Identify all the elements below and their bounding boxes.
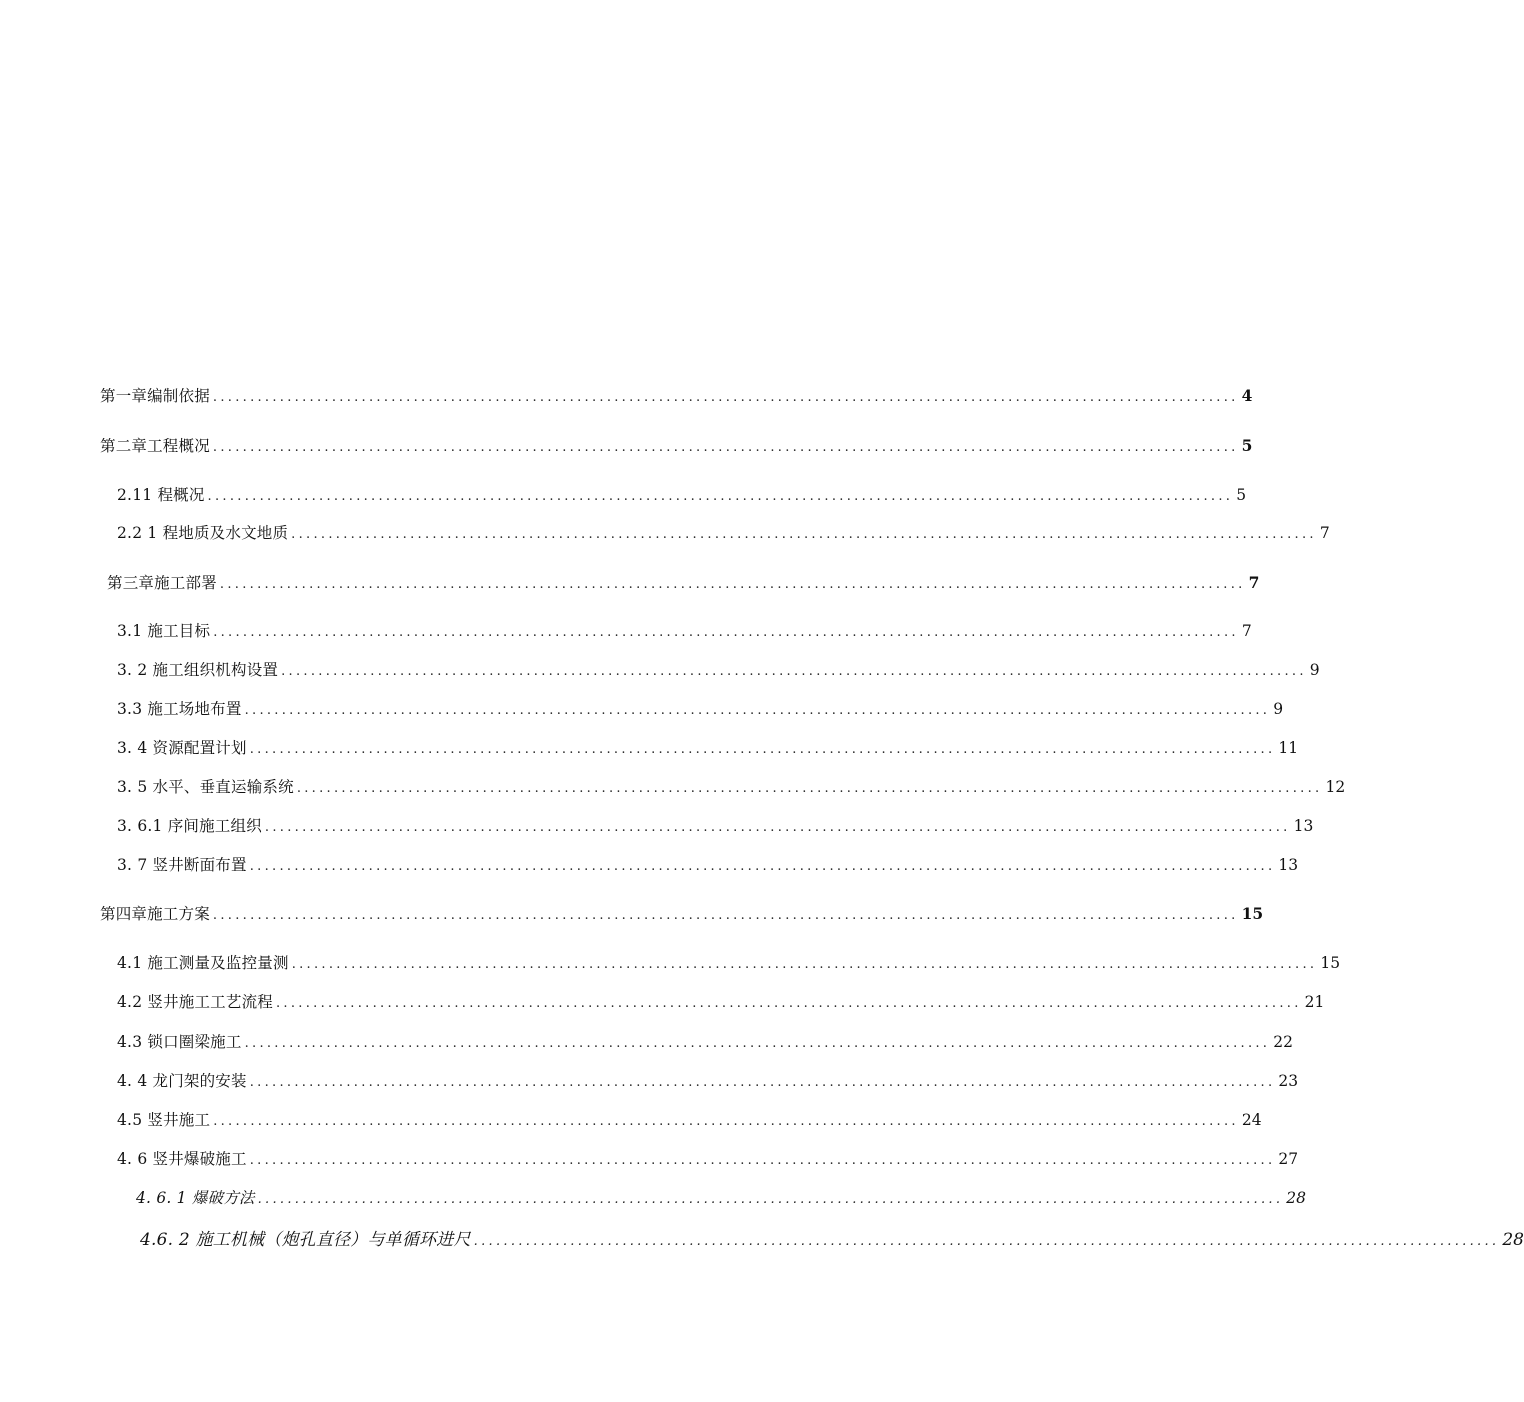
toc-leader-dots: .......................................................................................................................................... — [244, 703, 1271, 718]
toc-label: 第二章工程概况 — [100, 437, 210, 455]
toc-label: 4.1 施工测量及监控量测 — [117, 954, 289, 972]
toc-leader-dots: .......................................................................................................................................... — [213, 1114, 1239, 1129]
toc-leader-dots: .......................................................................................................................................... — [264, 820, 1291, 835]
toc-leader-dots: .......................................................................................................................................... — [249, 859, 1276, 874]
toc-entry-3-5[interactable] — [117, 775, 1346, 799]
toc-entry-chapter-3[interactable] — [107, 571, 1260, 595]
toc-leader-dots: .......................................................................................................................................... — [291, 957, 1318, 972]
toc-entry-4-1[interactable] — [117, 951, 1341, 975]
toc-label: 2.11 程概况 — [117, 486, 205, 504]
toc-entry-2-1[interactable] — [117, 483, 1247, 507]
toc-leader-dots: .......................................................................................................................................... — [257, 1192, 1284, 1207]
toc-label: 第一章编制依据 — [100, 387, 210, 405]
toc-leader-dots: .......................................................................................................................................... — [219, 577, 1246, 592]
toc-label: 4. 4 龙门架的安装 — [117, 1072, 247, 1090]
toc-label: 4. 6. 1 爆破方法 — [136, 1189, 255, 1207]
toc-page-number: 27 — [1278, 1150, 1299, 1168]
toc-leader-dots: .......................................................................................................................................... — [291, 527, 1317, 542]
toc-entry-4-2[interactable] — [117, 990, 1325, 1014]
toc-label: 3. 6.1 序间施工组织 — [117, 817, 262, 835]
toc-entry-4-5[interactable] — [117, 1108, 1262, 1132]
toc-label: 4.3 锁口圈梁施工 — [117, 1033, 242, 1051]
toc-leader-dots: .......................................................................................................................................... — [281, 664, 1307, 679]
toc-page-number: 13 — [1278, 856, 1299, 874]
toc-label: 3. 2 施工组织机构设置 — [117, 661, 279, 679]
toc-entry-chapter-1[interactable] — [100, 384, 1253, 408]
toc-entry-4-6-1[interactable] — [136, 1186, 1307, 1210]
toc-page-number: 13 — [1293, 817, 1314, 835]
toc-page-number: 5 — [1236, 486, 1247, 504]
toc-page-number: 12 — [1325, 778, 1346, 796]
toc-label: 第四章施工方案 — [100, 905, 210, 923]
toc-entry-chapter-4[interactable] — [100, 902, 1264, 926]
toc-leader-dots: .......................................................................................................................................... — [473, 1234, 1500, 1249]
toc-page-number: 28 — [1286, 1189, 1307, 1207]
toc-label: 3. 5 水平、垂直运输系统 — [117, 778, 294, 796]
toc-page-number: 28 — [1502, 1230, 1524, 1250]
toc-leader-dots: .......................................................................................................................................... — [249, 1075, 1276, 1090]
toc-page-number: 21 — [1304, 993, 1325, 1011]
toc-leader-dots: .......................................................................................................................................... — [212, 390, 1239, 405]
toc-label: 3. 7 竖井断面布置 — [117, 856, 247, 874]
toc-entry-4-4[interactable] — [117, 1069, 1299, 1093]
toc-page-number: 7 — [1241, 622, 1252, 640]
toc-label: 4.5 竖井施工 — [117, 1111, 211, 1129]
toc-label: 4. 6 竖井爆破施工 — [117, 1150, 247, 1168]
toc-leader-dots: .......................................................................................................................................... — [249, 1153, 1276, 1168]
toc-page-number: 5 — [1241, 436, 1253, 455]
toc-entry-4-3[interactable] — [117, 1030, 1293, 1054]
toc-label: 4.2 竖井施工工艺流程 — [117, 993, 273, 1011]
toc-leader-dots: .......................................................................................................................................... — [212, 440, 1239, 455]
toc-label: 3. 4 资源配置计划 — [117, 739, 247, 757]
toc-leader-dots: .......................................................................................................................................... — [244, 1036, 1271, 1051]
toc-leader-dots: .......................................................................................................................................... — [213, 625, 1239, 640]
toc-label: 2.2 1 程地质及水文地质 — [117, 524, 289, 542]
toc-page-number: 9 — [1309, 661, 1320, 679]
toc-page-number: 15 — [1320, 954, 1341, 972]
toc-leader-dots: .......................................................................................................................................... — [275, 996, 1302, 1011]
toc-page-number: 7 — [1319, 524, 1330, 542]
toc-label: 3.3 施工场地布置 — [117, 700, 242, 718]
toc-entry-chapter-2[interactable] — [100, 434, 1253, 458]
toc-leader-dots: .......................................................................................................................................... — [207, 489, 1234, 504]
toc-leader-dots: .......................................................................................................................................... — [212, 908, 1239, 923]
toc-entry-3-6[interactable] — [117, 814, 1314, 838]
toc-label: 3.1 施工目标 — [117, 622, 211, 640]
toc-page-number: 7 — [1248, 573, 1260, 592]
toc-leader-dots: .......................................................................................................................................... — [296, 781, 1323, 796]
toc-entry-3-3[interactable] — [117, 697, 1284, 721]
toc-label: 第三章施工部署 — [107, 574, 217, 592]
toc-page-number: 9 — [1273, 700, 1284, 718]
toc-page-number: 24 — [1241, 1111, 1262, 1129]
toc-page-number: 15 — [1241, 904, 1264, 923]
toc-page-number: 11 — [1278, 739, 1299, 757]
toc-page-number: 23 — [1278, 1072, 1299, 1090]
toc-leader-dots: .......................................................................................................................................... — [249, 742, 1276, 757]
toc-entry-3-4[interactable] — [117, 736, 1299, 760]
toc-page-number: 4 — [1241, 386, 1253, 405]
toc-entry-3-1[interactable] — [117, 619, 1252, 643]
toc-entry-3-2[interactable] — [117, 658, 1320, 682]
toc-entry-3-7[interactable] — [117, 853, 1299, 877]
toc-label: 4.6. 2 施工机械（炮孔直径）与单循环进尺 — [140, 1230, 471, 1250]
toc-page-number: 22 — [1273, 1033, 1293, 1051]
toc-entry-2-2[interactable] — [117, 521, 1330, 545]
toc-entry-4-6-2[interactable] — [140, 1228, 1524, 1252]
toc-entry-4-6[interactable] — [117, 1147, 1299, 1171]
